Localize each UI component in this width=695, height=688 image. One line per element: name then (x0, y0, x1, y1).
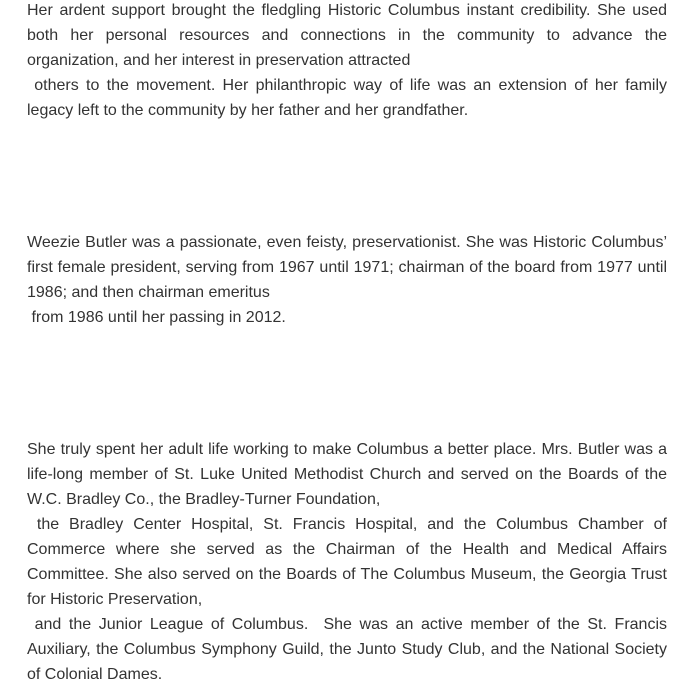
text-line: Auxiliary, the Columbus Symphony Guild, the Junto Study Club, and the National Society (27, 641, 667, 658)
text-line: others to the movement. Her philanthropic way of life was an extension of her family (27, 77, 667, 94)
text-line: from 1986 until her passing in 2012. (27, 309, 286, 326)
text-line: for Historic Preservation, (27, 591, 203, 608)
paragraph-community-service (27, 437, 667, 687)
text-line: organization, and her interest in preservation attracted (27, 52, 411, 69)
paragraph-preservationist (27, 230, 667, 330)
text-line: Her ardent support brought the fledgling Historic Columbus instant credibility. She used (27, 2, 667, 19)
text-line: the Bradley Center Hospital, St. Francis Hospital, and the Columbus Chamber of (27, 516, 667, 533)
text-line: life-long member of St. Luke United Methodist Church and served on the Boards of the (27, 466, 667, 483)
text-line: both her personal resources and connections in the community to advance the (27, 27, 667, 44)
text-line: and the Junior League of Columbus. She was an active member of the St. Francis (27, 616, 667, 633)
text-line: She truly spent her adult life working to make Columbus a better place. Mrs. Butler was a (27, 441, 667, 458)
text-line: Weezie Butler was a passionate, even feisty, preservationist. She was Historic Columbus’ (27, 234, 667, 251)
text-line: first female president, serving from 1967 until 1971; chairman of the board from 1977 until (27, 259, 667, 276)
paragraph-support (27, 0, 667, 123)
text-line: of Colonial Dames. (27, 666, 163, 683)
text-line: legacy left to the community by her father and her grandfather. (27, 102, 469, 119)
text-line: Commerce where she served as the Chairman of the Health and Medical Affairs (27, 541, 667, 558)
text-line: Committee. She also served on the Boards of The Columbus Museum, the Georgia Trust (27, 566, 667, 583)
text-line: 1986; and then chairman emeritus (27, 284, 270, 301)
text-line: W.C. Bradley Co., the Bradley-Turner Foundation, (27, 491, 381, 508)
